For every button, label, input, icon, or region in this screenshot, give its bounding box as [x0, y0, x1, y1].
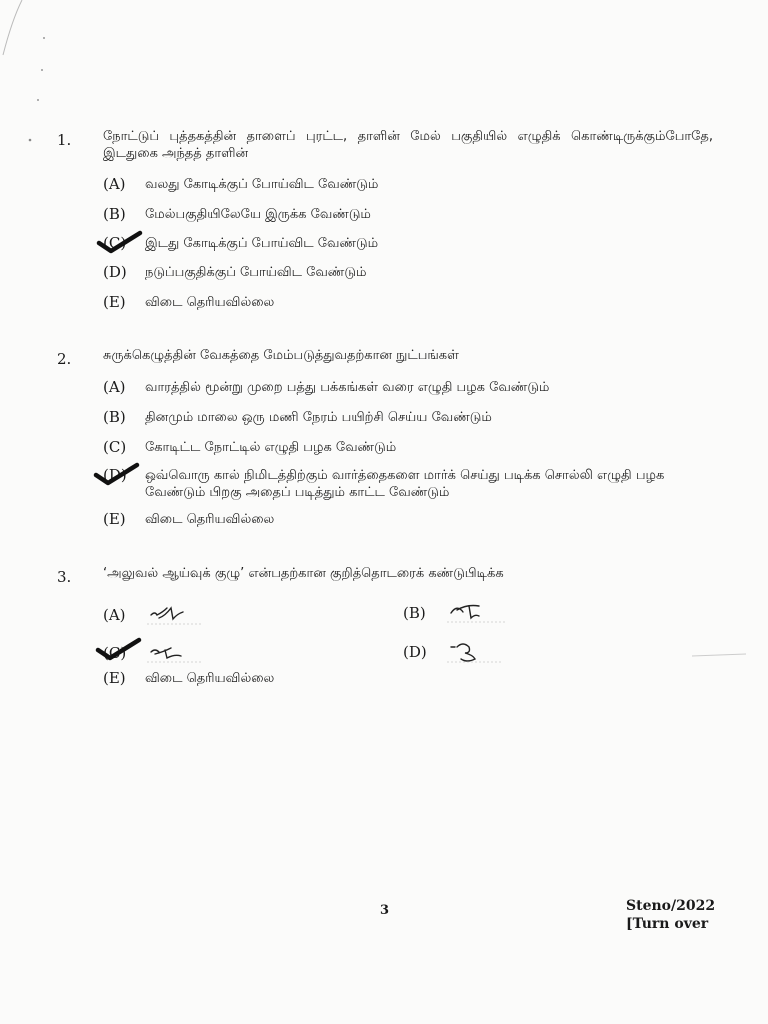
question-3-option-d[interactable] — [403, 639, 505, 665]
check-mark-icon — [93, 461, 141, 487]
option-label: (B) — [403, 604, 426, 622]
option-label: (A) — [103, 378, 126, 396]
option-text: விடை தெரியவில்லை — [145, 671, 275, 686]
check-mark-icon — [95, 636, 143, 662]
shorthand-outline-icon — [445, 639, 505, 665]
option-text: வலது கோடிக்குப் போய்விட வேண்டும் — [145, 177, 379, 192]
question-2-text: சுருக்கெழுத்தின் வேகத்தை மேம்படுத்துவதற்கான நுட்பங்கள் — [103, 348, 459, 363]
option-label: (A) — [103, 175, 126, 193]
question-3-option-e[interactable] — [103, 668, 713, 690]
option-label: (A) — [103, 606, 126, 624]
option-label: (E) — [103, 669, 126, 687]
shorthand-outline-icon — [145, 640, 205, 666]
question-1-option-b[interactable] — [103, 204, 713, 226]
turn-over-label: [Turn over — [626, 916, 709, 932]
question-2-option-c[interactable] — [103, 437, 713, 459]
option-text: இடது கோடிக்குப் போய்விட வேண்டும் — [145, 236, 379, 251]
question-3-option-a[interactable] — [103, 602, 205, 628]
question-2-option-b[interactable] — [103, 407, 713, 429]
margin-pencil-stroke — [690, 650, 750, 660]
option-text: மேல்பகுதியிலேயே இருக்க வேண்டும் — [145, 207, 371, 222]
shorthand-outline-icon — [145, 602, 205, 628]
shorthand-outline-icon — [445, 600, 507, 626]
option-text: விடை தெரியவில்லை — [145, 295, 275, 310]
question-3-number: 3. — [57, 568, 72, 586]
question-2-number: 2. — [57, 350, 72, 368]
option-label: (C) — [103, 644, 127, 662]
check-mark-icon — [96, 229, 144, 255]
question-2-option-e[interactable] — [103, 509, 713, 531]
option-label: (C) — [103, 234, 127, 252]
option-text: கோடிட்ட நோட்டில் எழுதி பழக வேண்டும் — [145, 440, 397, 455]
question-1-option-a[interactable] — [103, 174, 713, 196]
option-text: நடுப்பகுதிக்குப் போய்விட வேண்டும் — [145, 265, 367, 280]
question-1-option-c[interactable] — [103, 233, 713, 255]
page-number: 3 — [380, 903, 390, 918]
question-1-option-d[interactable] — [103, 262, 713, 284]
option-label: (E) — [103, 293, 126, 311]
question-2-option-d[interactable] — [103, 465, 713, 503]
option-label: (B) — [103, 408, 126, 426]
question-3-text: ‘அலுவல் ஆய்வுக் குழு’ என்பதற்கான குறித்தொடரைக் கண்டுபிடிக்க — [103, 566, 504, 581]
question-1-option-e[interactable] — [103, 292, 713, 314]
paper-code-label: Steno/2022 — [626, 898, 716, 914]
margin-scan-marks — [0, 0, 60, 160]
option-label: (D) — [103, 263, 127, 281]
option-label: (C) — [103, 438, 127, 456]
question-1-text: நோட்டுப் புத்தகத்தின் தாளைப் புரட்ட, தாளின் மேல் பகுதியில் எழுதிக் கொண்டிருக்கும்போதே, இடதுகை அந்தத் தாளின் — [103, 129, 713, 161]
question-3-option-b[interactable] — [403, 600, 507, 626]
option-text: தினமும் மாலை ஒரு மணி நேரம் பயிற்சி செய்ய வேண்டும் — [145, 410, 492, 425]
paper-code — [626, 897, 715, 933]
option-text: வாரத்தில் மூன்று முறை பத்து பக்கங்கள் வரை எழுதி பழக வேண்டும் — [145, 380, 550, 395]
option-text: ஒவ்வொரு கால் நிமிடத்திற்கும் வார்த்தைகளை மார்க் செய்து படிக்க சொல்லி எழுதி பழக வேண்டும் பிறகு அதைப் படித்தும் காட்ட வேண்டும் — [145, 468, 665, 500]
question-2-option-a[interactable] — [103, 377, 713, 399]
option-text: விடை தெரியவில்லை — [145, 512, 275, 527]
option-label: (B) — [103, 205, 126, 223]
question-1-number: 1. — [57, 131, 72, 149]
option-label: (D) — [103, 466, 127, 484]
option-label: (E) — [103, 510, 126, 528]
option-label: (D) — [403, 643, 427, 661]
